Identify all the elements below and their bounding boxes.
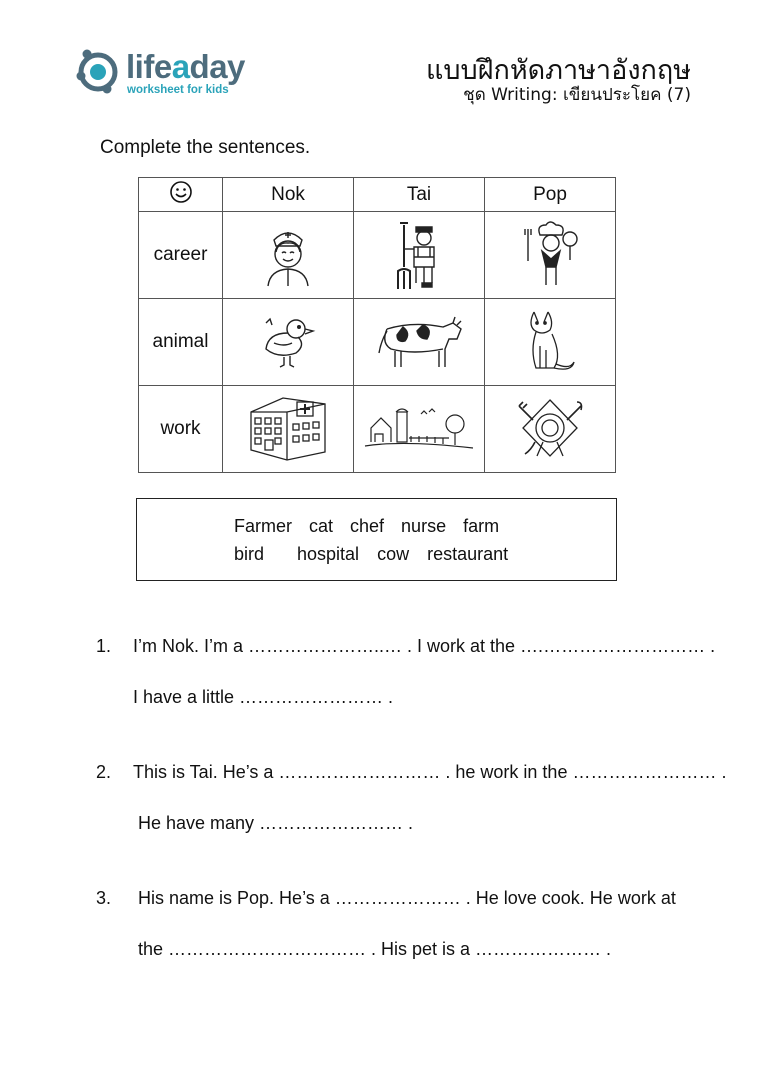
question-line: I have a little …………………… . (133, 687, 394, 707)
table-row (139, 299, 616, 386)
word-bank-row (234, 516, 499, 537)
question-number: 1. (96, 636, 112, 656)
question-line: This is Tai. He’s a ……………………… . he work in the …………………… . (133, 762, 727, 782)
question-line: His name is Pop. He’s a ………………… . He love cook. He work at (138, 888, 676, 908)
bird-icon (258, 313, 318, 371)
picture-table (138, 177, 616, 473)
picture-cell (223, 386, 354, 473)
picture-cell (354, 299, 485, 386)
word-bank-word: farm (463, 516, 500, 536)
question-line: I’m Nok. I’m a …………………..… . I work at the ….……………………… . (133, 636, 716, 656)
farmer-icon (388, 219, 450, 291)
question-number: 2. (96, 762, 112, 782)
word-bank-word: bird (234, 544, 265, 564)
table-row (139, 386, 616, 473)
word-bank-word: cow (377, 544, 410, 564)
logo-mark-icon (74, 46, 124, 96)
logo-tagline: worksheet for kids (127, 84, 229, 96)
question-line: He have many …………………… . (138, 813, 414, 833)
picture-cell (223, 212, 354, 299)
restaurant-icon (515, 396, 585, 462)
word-bank-word: cat (309, 516, 334, 536)
word-bank-word: restaurant (427, 544, 509, 564)
logo (74, 44, 264, 100)
page-title: แบบฝึกหัดภาษาอังกฤษ (426, 55, 691, 86)
cat-icon (522, 306, 578, 378)
question-number: 3. (96, 888, 112, 908)
column-header: Nok (223, 178, 354, 212)
picture-cell (223, 299, 354, 386)
word-bank-word: hospital (297, 544, 360, 564)
column-header: Tai (354, 178, 485, 212)
farm-icon (363, 404, 475, 454)
question-line: the …………………………… . His pet is a ………………… . (138, 939, 612, 959)
row-label: work (139, 386, 223, 473)
corner-cell (139, 178, 223, 212)
column-header: Pop (485, 178, 616, 212)
smiley-icon (169, 180, 193, 204)
word-bank (136, 498, 617, 581)
row-label: animal (139, 299, 223, 386)
word-bank-word: Farmer (234, 516, 292, 536)
cow-icon (373, 313, 465, 371)
word-bank-word: chef (350, 516, 385, 536)
word-bank-row (234, 544, 508, 565)
word-bank-word: nurse (401, 516, 447, 536)
picture-cell (485, 299, 616, 386)
table-row (139, 212, 616, 299)
row-label: career (139, 212, 223, 299)
nurse-icon (258, 222, 318, 288)
instruction: Complete the sentences. (100, 137, 311, 158)
table-header-row (139, 178, 616, 212)
chef-icon (520, 219, 580, 291)
logo-wordmark: lifeaday (126, 48, 245, 85)
picture-cell (354, 212, 485, 299)
page-subtitle: ชุด Writing: เขียนประโยค (7) (463, 85, 691, 105)
hospital-icon (247, 394, 329, 464)
picture-cell (485, 212, 616, 299)
picture-cell (485, 386, 616, 473)
picture-cell (354, 386, 485, 473)
